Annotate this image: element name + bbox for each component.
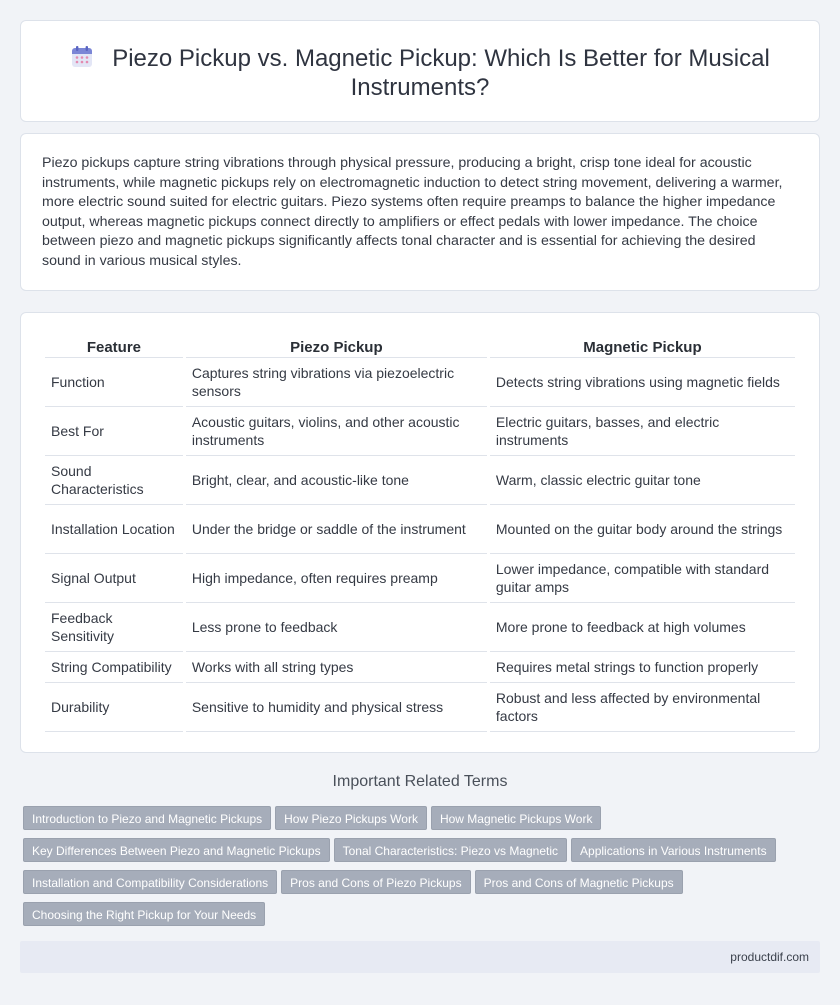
tag-applications[interactable]: Applications in Various Instruments bbox=[571, 838, 776, 862]
feature-cell: Durability bbox=[45, 683, 183, 732]
piezo-cell: Sensitive to humidity and physical stress bbox=[186, 683, 487, 732]
related-terms-heading: Important Related Terms bbox=[332, 773, 508, 790]
feature-cell: Signal Output bbox=[45, 554, 183, 603]
piezo-cell: Under the bridge or saddle of the instrument bbox=[186, 505, 487, 554]
magnetic-cell: Robust and less affected by environmental factors bbox=[490, 683, 795, 732]
feature-cell: Installation Location bbox=[45, 505, 183, 554]
feature-cell: Sound Characteristics bbox=[45, 456, 183, 505]
magnetic-cell: Lower impedance, compatible with standard guitar amps bbox=[490, 554, 795, 603]
table-row bbox=[45, 652, 795, 683]
tag-pros-cons-piezo[interactable]: Pros and Cons of Piezo Pickups bbox=[281, 870, 470, 894]
piezo-cell: Acoustic guitars, violins, and other acoustic instruments bbox=[186, 407, 487, 456]
tag-tonal-characteristics[interactable]: Tonal Characteristics: Piezo vs Magnetic bbox=[334, 838, 567, 862]
feature-cell: Function bbox=[45, 358, 183, 407]
tag-pros-cons-magnetic[interactable]: Pros and Cons of Magnetic Pickups bbox=[475, 870, 683, 894]
header-feature: Feature bbox=[45, 333, 183, 358]
tag-how-magnetic-work[interactable]: How Magnetic Pickups Work bbox=[431, 806, 602, 830]
table-row bbox=[45, 358, 795, 407]
table-row bbox=[45, 603, 795, 652]
tag-installation[interactable]: Installation and Compatibility Considerations bbox=[23, 870, 277, 894]
table-row bbox=[45, 407, 795, 456]
tag-key-differences[interactable]: Key Differences Between Piezo and Magnetic Pickups bbox=[23, 838, 330, 862]
table-header-row bbox=[45, 333, 795, 358]
header-magnetic: Magnetic Pickup bbox=[490, 333, 795, 358]
magnetic-cell: Electric guitars, basses, and electric instruments bbox=[490, 407, 795, 456]
feature-cell: Best For bbox=[45, 407, 183, 456]
tag-introduction[interactable]: Introduction to Piezo and Magnetic Pickups bbox=[23, 806, 271, 830]
table-row bbox=[45, 505, 795, 554]
tag-how-piezo-work[interactable]: How Piezo Pickups Work bbox=[275, 806, 427, 830]
table-row bbox=[45, 683, 795, 732]
magnetic-cell: Detects string vibrations using magnetic fields bbox=[490, 358, 795, 407]
intro-paragraph: Piezo pickups capture string vibrations through physical pressure, producing a bright, crisp tone ideal for acoustic instruments, while magnetic pickups rely on electromagnetic induction to detect string movement, delivering a warmer, more electric sound suited for electric guitars. Piezo systems often require preamps to balance the higher impedance output, whereas magnetic pickups connect directly to amplifiers or effect pedals with lower impedance. The choice between piezo and magnetic pickups significantly affects tonal character and is essential for achieving the desired sound in various musical styles. bbox=[42, 155, 783, 269]
page-title bbox=[61, 44, 779, 102]
title-wrap bbox=[21, 44, 819, 102]
magnetic-cell: More prone to feedback at high volumes bbox=[490, 603, 795, 652]
comparison-table bbox=[42, 333, 798, 732]
title-card bbox=[20, 20, 820, 122]
intro-card bbox=[20, 133, 820, 291]
piezo-cell: Bright, clear, and acoustic-like tone bbox=[186, 456, 487, 505]
table-row bbox=[45, 554, 795, 603]
page-title-text: Piezo Pickup vs. Magnetic Pickup: Which Is Better for Musical Instruments? bbox=[112, 45, 770, 101]
piezo-cell: Works with all string types bbox=[186, 652, 487, 683]
tag-row bbox=[23, 838, 813, 870]
magnetic-cell: Requires metal strings to function properly bbox=[490, 652, 795, 683]
table-row bbox=[45, 456, 795, 505]
magnetic-cell: Mounted on the guitar body around the strings bbox=[490, 505, 795, 554]
calendar-icon bbox=[70, 45, 94, 69]
comparison-card bbox=[20, 312, 820, 753]
piezo-cell: Less prone to feedback bbox=[186, 603, 487, 652]
tag-choosing-pickup[interactable]: Choosing the Right Pickup for Your Needs bbox=[23, 902, 265, 926]
tag-row bbox=[23, 870, 813, 902]
magnetic-cell: Warm, classic electric guitar tone bbox=[490, 456, 795, 505]
tag-row bbox=[23, 806, 813, 838]
header-piezo: Piezo Pickup bbox=[186, 333, 487, 358]
piezo-cell: High impedance, often requires preamp bbox=[186, 554, 487, 603]
piezo-cell: Captures string vibrations via piezoelectric sensors bbox=[186, 358, 487, 407]
feature-cell: String Compatibility bbox=[45, 652, 183, 683]
footer bbox=[20, 941, 820, 973]
related-terms-tags bbox=[23, 806, 813, 934]
footer-site-link[interactable]: productdif.com bbox=[730, 950, 809, 964]
feature-cell: Feedback Sensitivity bbox=[45, 603, 183, 652]
tag-row bbox=[23, 902, 813, 934]
